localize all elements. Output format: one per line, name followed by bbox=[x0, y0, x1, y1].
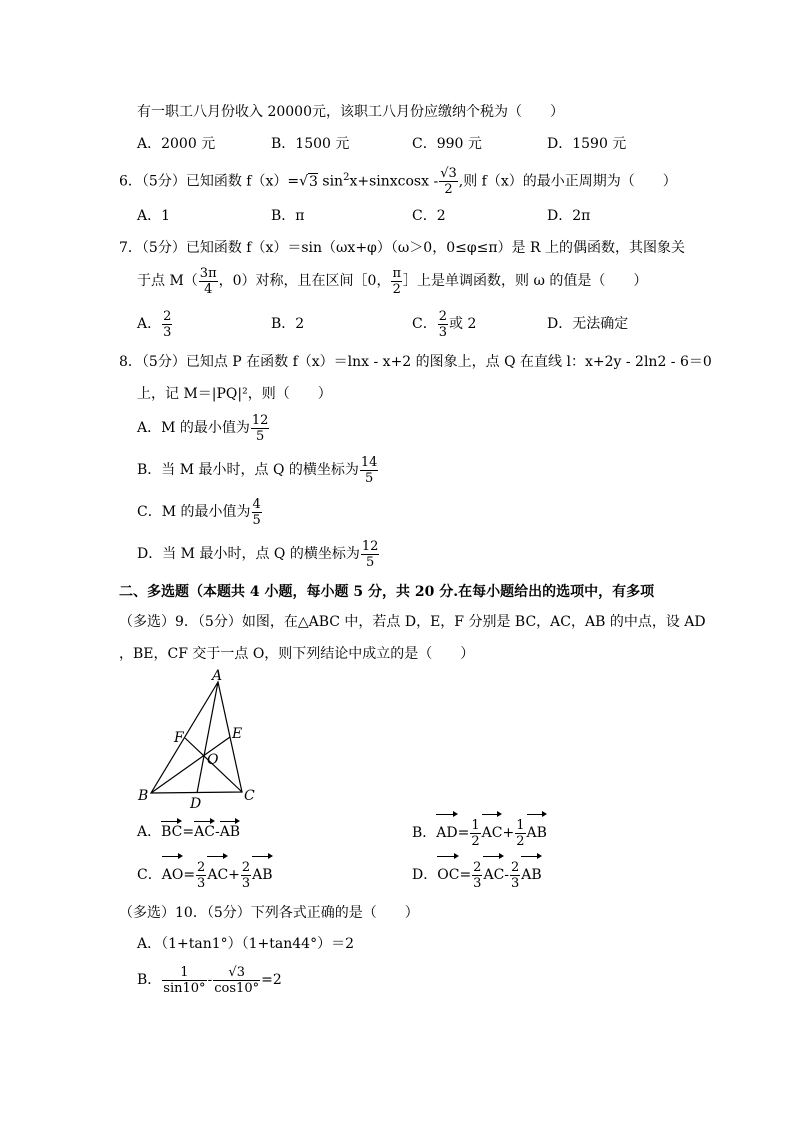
label-e: E bbox=[232, 726, 243, 742]
q5-option-c: C．990 元 bbox=[412, 136, 482, 152]
q8-option-c: C．M 的最小值为 $\frac{4}{5}$ bbox=[137, 496, 261, 528]
q9-line2: ，BE，CF 交于一点 O，则下列结论中成立的是（ ） bbox=[119, 646, 475, 662]
q8-line1: 8．（5分）已知点 P 在函数 f（x）＝lnx - x+2 的图象上，点 Q 在直线 l：x+2y - 2ln2 - 6＝0 bbox=[119, 354, 712, 370]
q6-option-a: A．1 bbox=[137, 208, 171, 224]
q6-option-b: B．π bbox=[271, 208, 305, 224]
q9-option-a: A．BC=AC-AB bbox=[137, 824, 241, 840]
label-d: D bbox=[190, 796, 202, 812]
q9-option-c: C．AO= $\frac{2}{3}$ AC+ $\frac{2}{3}$ AB bbox=[137, 857, 273, 893]
label-b: B bbox=[138, 788, 149, 804]
q7-line2: 于点 M（ $\frac{3\pi}{4}$ ，0）对称，且在区间［0， $\frac{\pi}{2}$ ］上是单调函数，则 ω 的值是（ ） bbox=[137, 265, 648, 297]
q5-stem: 有一职工八月份收入 20000元，该职工八月份应缴纳个税为（ ） bbox=[137, 104, 564, 120]
q9-line1: （多选）9．（5分）如图，在△ABC 中，若点 D，E，F 分别是 BC，AC，AB 的中点，设 AD bbox=[119, 614, 706, 630]
q9-option-d: D．OC= $\frac{2}{3}$ AC- $\frac{2}{3}$ AB bbox=[412, 857, 542, 893]
label-f: F bbox=[174, 730, 184, 746]
q8-option-d: D．当 M 最小时，点 Q 的横坐标为 $\frac{12}{5}$ bbox=[137, 538, 379, 570]
label-c: C bbox=[244, 788, 255, 804]
q6-sup: 2 bbox=[343, 172, 350, 183]
q6-prefix: 6．（5分）已知函数 bbox=[119, 173, 242, 190]
q8-line2: 上，记 M＝|PQ|²，则（ ） bbox=[137, 386, 332, 402]
q6-after: x+sinxcosx - bbox=[349, 173, 439, 190]
q7-frac-pi-2: $\frac{\pi}{2}$ bbox=[392, 265, 401, 297]
q7-option-c: C． $\frac{2}{3}$ 或 2 bbox=[412, 308, 477, 340]
q5-option-b: B．1500 元 bbox=[271, 136, 350, 152]
section-2-heading: 二、多选题（本题共 4 小题，每小题 5 分，共 20 分.在每小题给出的选项中，有多项 bbox=[119, 584, 655, 600]
q6-func: f（x）= bbox=[246, 173, 300, 190]
q10-option-a: A．（1+tan1°）（1+tan44°）＝2 bbox=[137, 936, 354, 952]
q7-line1: 7．（5分）已知函数 f（x）＝sin（ωx+φ）（ω＞0，0≤φ≤π）是 R 上的偶函数，其图象关 bbox=[119, 240, 686, 256]
q8-option-b: B．当 M 最小时，点 Q 的横坐标为 $\frac{14}{5}$ bbox=[137, 454, 378, 486]
q7-option-a: A． $\frac{2}{3}$ bbox=[137, 308, 172, 340]
triangle-figure bbox=[130, 668, 270, 813]
q6-fraction: $\frac{√3}{2}$ bbox=[440, 166, 457, 198]
q10-stem: （多选）10．（5分）下列各式正确的是（ ） bbox=[119, 905, 419, 921]
q5-option-a: A．2000 元 bbox=[137, 136, 216, 152]
q7-option-b: B．2 bbox=[271, 316, 305, 332]
q6-sqrt: √3 bbox=[299, 173, 318, 190]
label-a: A bbox=[212, 668, 223, 684]
q9-option-b: B．AD= $\frac{1}{2}$ AC+ $\frac{1}{2}$ AB bbox=[412, 815, 547, 851]
q8-option-a: A．M 的最小值为 $\frac{12}{5}$ bbox=[137, 412, 269, 444]
label-o: O bbox=[207, 752, 219, 768]
q6-sin: sin bbox=[322, 173, 344, 190]
q7-frac-3pi-4: $\frac{3\pi}{4}$ bbox=[199, 265, 217, 297]
q6-stem bbox=[119, 160, 677, 200]
q5-option-d: D．1590 元 bbox=[547, 136, 627, 152]
q10-option-b: B． $\frac{1}{\sin 10^\circ}$ - $\frac{√3}{\cos 10^\circ}$ =2 bbox=[137, 964, 282, 996]
q7-option-d: D．无法确定 bbox=[547, 316, 629, 332]
q6-option-d: D．2π bbox=[547, 208, 591, 224]
q6-option-c: C．2 bbox=[412, 208, 446, 224]
q6-suffix: ,则 f（x）的最小正周期为（ ） bbox=[458, 173, 677, 190]
